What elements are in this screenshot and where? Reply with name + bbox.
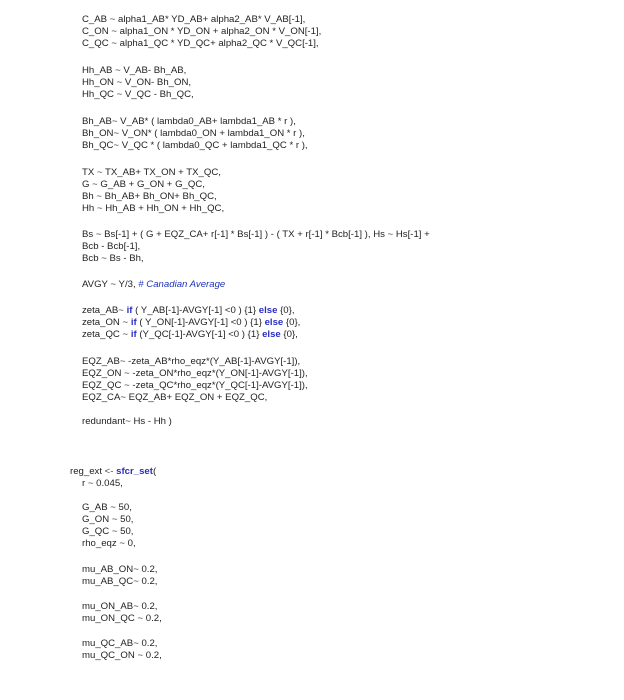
code-line: Bcb - Bcb[-1], [82,241,141,252]
code-line: EQZ_QC ~ -zeta_QC*rho_eqz*(Y_QC[-1]-AVGY[-1]), [82,380,308,391]
code-line: G ~ G_AB + G_ON + G_QC, [82,179,205,190]
code-line: mu_AB_QC~ 0.2, [82,576,158,587]
code-line: rho_eqz ~ 0, [82,538,136,549]
code-line: EQZ_ON ~ -zeta_ON*rho_eqz*(Y_ON[-1]-AVGY[-1]), [82,368,308,379]
code-line: G_QC ~ 50, [82,526,134,537]
code-line: EQZ_CA~ EQZ_AB+ EQZ_ON + EQZ_QC, [82,392,268,403]
code-line: Hh_AB ~ V_AB- Bh_AB, [82,65,187,76]
code-line: r ~ 0.045, [82,478,123,489]
code-line: mu_QC_AB~ 0.2, [82,638,158,649]
code-line: Bh_ON~ V_ON* ( lambda0_ON + lambda1_ON * r ), [82,128,305,139]
code-line: Bh ~ Bh_AB+ Bh_ON+ Bh_QC, [82,191,217,202]
code-line: Bh_QC~ V_QC * ( lambda0_QC + lambda1_QC * r ), [82,140,308,151]
code-line: Bh_AB~ V_AB* ( lambda0_AB+ lambda1_AB * r ), [82,116,296,127]
code-line: reg_ext <- sfcr_set( [70,466,157,477]
code-line: EQZ_AB~ -zeta_AB*rho_eqz*(Y_AB[-1]-AVGY[-1]), [82,356,301,367]
code-line: zeta_ON ~ if ( Y_ON[-1]-AVGY[-1] <0 ) {1} else {0}, [82,317,301,328]
code-line: G_ON ~ 50, [82,514,134,525]
code-line: mu_QC_ON ~ 0.2, [82,650,162,661]
code-line: C_QC ~ alpha1_QC * YD_QC+ alpha2_QC * V_QC[-1], [82,38,319,49]
code-line: Bcb ~ Bs - Bh, [82,253,144,264]
code-line: Hh_ON ~ V_ON- Bh_ON, [82,77,192,88]
code-line: G_AB ~ 50, [82,502,132,513]
code-line: Hh_QC ~ V_QC - Bh_QC, [82,89,194,100]
code-line: TX ~ TX_AB+ TX_ON + TX_QC, [82,167,221,178]
code-line: zeta_AB~ if ( Y_AB[-1]-AVGY[-1] <0 ) {1} else {0}, [82,305,295,316]
code-line: mu_ON_AB~ 0.2, [82,601,158,612]
code-line: zeta_QC ~ if (Y_QC[-1]-AVGY[-1] <0 ) {1} else {0}, [82,329,298,340]
code-line: C_AB ~ alpha1_AB* YD_AB+ alpha2_AB* V_AB[-1], [82,14,306,25]
code-line: redundant~ Hs - Hh ) [82,416,172,427]
code-line: C_ON ~ alpha1_ON * YD_ON + alpha2_ON * V_ON[-1], [82,26,322,37]
code-line: Bs ~ Bs[-1] + ( G + EQZ_CA+ r[-1] * Bs[-1] ) - ( TX + r[-1] * Bcb[-1] ), Hs ~ Hs[-1] + [82,229,430,240]
code-line: Hh ~ Hh_AB + Hh_ON + Hh_QC, [82,203,225,214]
code-line: AVGY ~ Y/3, # Canadian Average [82,279,226,290]
code-line: mu_AB_ON~ 0.2, [82,564,158,575]
code-line: mu_ON_QC ~ 0.2, [82,613,162,624]
